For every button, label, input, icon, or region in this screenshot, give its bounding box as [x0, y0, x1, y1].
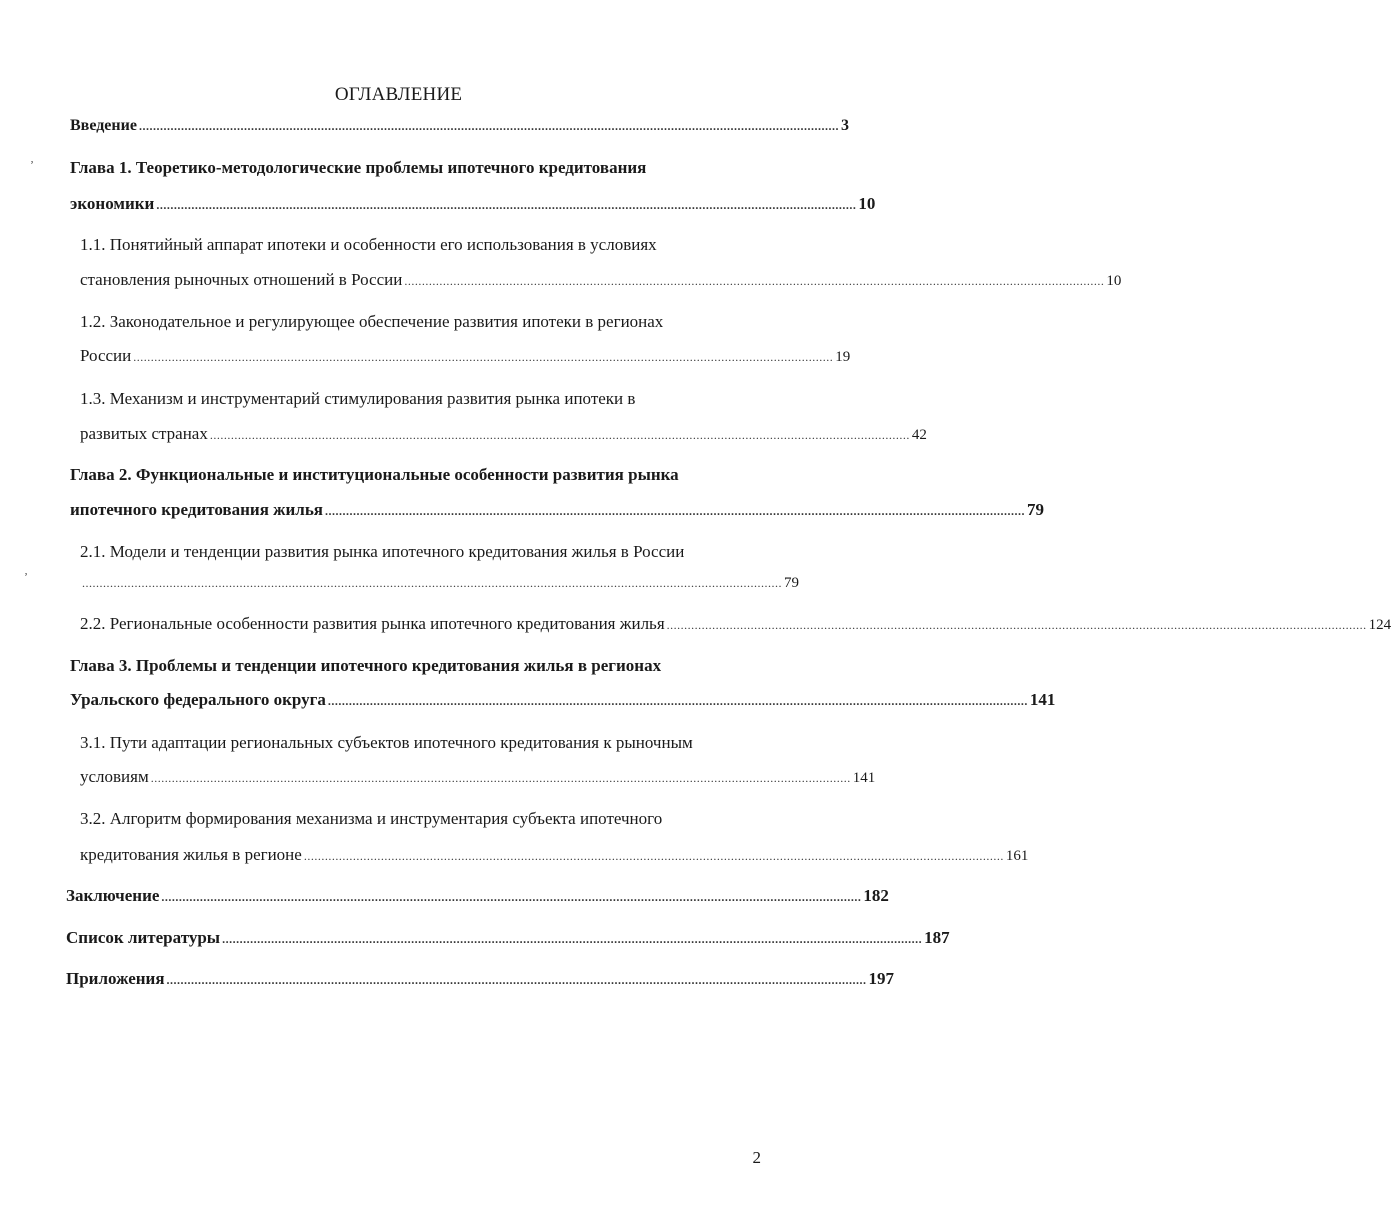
toc-page-number: 124 — [1368, 617, 1391, 633]
toc-leader-dots: ........................................................................................................................................................................................................ — [327, 694, 1028, 708]
toc-entry-1-1 — [80, 270, 1122, 290]
toc-entry-text: 2.2. Региональные особенности развития рынка ипотечного кредитования жилья — [80, 614, 665, 633]
toc-page-number: 3 — [840, 117, 849, 134]
toc-page-number: 187 — [924, 928, 950, 947]
toc-leader-dots: ........................................................................................................................................................................................................ — [303, 849, 1004, 863]
toc-leader-dots: ........................................................................................................................................................................................................ — [666, 618, 1367, 632]
toc-entry-chapter-1 — [70, 194, 876, 214]
toc-entry-introduction — [70, 117, 849, 135]
toc-page-number: 42 — [911, 427, 927, 443]
toc-leader-dots: ........................................................................................................................................................................................................ — [209, 428, 910, 442]
toc-entry-chapter-3-line-1: Глава 3. Проблемы и тенденции ипотечного кредитования жилья в регионах — [70, 656, 662, 675]
toc-entry-text: России — [80, 346, 132, 365]
page-number: 2 — [752, 1148, 761, 1167]
toc-page-number: 182 — [863, 886, 889, 905]
toc-entry-2-2 — [80, 614, 1391, 634]
toc-entry-2-1 — [80, 575, 799, 592]
toc-page-number: 10 — [1106, 273, 1122, 289]
toc-entry-text: условиям — [80, 767, 149, 786]
toc-entry-text: Заключение — [66, 886, 160, 905]
toc-leader-dots: ........................................................................................................................................................................................................ — [222, 932, 923, 946]
toc-leader-dots: ........................................................................................................................................................................................................ — [133, 350, 834, 364]
toc-leader-dots: ........................................................................................................................................................................................................ — [404, 274, 1105, 288]
toc-title: ОГЛАВЛЕНИЕ — [334, 84, 463, 105]
scan-speck: ʼ — [30, 158, 34, 172]
toc-page-number: 19 — [835, 349, 851, 365]
toc-entry-1-2 — [80, 346, 851, 366]
toc-leader-dots: ........................................................................................................................................................................................................ — [166, 973, 867, 987]
toc-entry-text: развитых странах — [80, 424, 208, 443]
toc-entry-chapter-2 — [70, 500, 1044, 520]
toc-leader-dots: ........................................................................................................................................................................................................ — [156, 198, 857, 212]
toc-page-number: 141 — [1029, 690, 1056, 709]
toc-entry-3-1-line-1: 3.1. Пути адаптации региональных субъектов ипотечного кредитования к рыночным — [80, 733, 693, 752]
toc-entry-text: кредитования жилья в регионе — [80, 845, 302, 864]
toc-entry-appendices — [66, 969, 895, 989]
toc-entry-references — [66, 928, 950, 948]
toc-entry-text: экономики — [70, 194, 155, 213]
toc-entry-text: Список литературы — [66, 928, 221, 947]
toc-entry-1-2-line-1: 1.2. Законодательное и регулирующее обеспечение развития ипотеки в регионах — [80, 312, 664, 331]
toc-entry-text: ипотечного кредитования жилья — [70, 500, 323, 519]
toc-entry-chapter-3 — [70, 690, 1056, 710]
toc-leader-dots: ........................................................................................................................................................................................................ — [325, 504, 1025, 518]
toc-leader-dots: ........................................................................................................................................................................................................ — [138, 119, 839, 133]
toc-entry-3-1 — [80, 767, 876, 787]
toc-page-number: 79 — [784, 575, 799, 591]
toc-page-number: 10 — [858, 194, 876, 213]
scan-speck: ʼ — [24, 570, 28, 584]
toc-entry-text: Введение — [70, 117, 137, 134]
toc-entry-3-2-line-1: 3.2. Алгоритм формирования механизма и инструментария субъекта ипотечного — [80, 809, 663, 828]
toc-page-number: 79 — [1027, 500, 1044, 519]
toc-entry-1-1-line-1: 1.1. Понятийный аппарат ипотеки и особенности его использования в условиях — [80, 235, 657, 254]
toc-leader-dots: ........................................................................................................................................................................................................ — [82, 576, 782, 590]
toc-page-number: 141 — [852, 770, 876, 786]
toc-leader-dots: ........................................................................................................................................................................................................ — [150, 771, 851, 785]
toc-page-number: 197 — [868, 969, 895, 988]
toc-entry-chapter-1-line-1: Глава 1. Теоретико-методологические проблемы ипотечного кредитования — [70, 158, 647, 177]
toc-entry-2-1-line-1: 2.1. Модели и тенденции развития рынка ипотечного кредитования жилья в России — [80, 542, 685, 561]
toc-page-number: 161 — [1005, 848, 1029, 864]
toc-entry-text: Уральского федерального округа — [70, 690, 326, 709]
toc-leader-dots: ........................................................................................................................................................................................................ — [161, 890, 862, 904]
toc-entry-1-3-line-1: 1.3. Механизм и инструментарий стимулирования развития рынка ипотеки в — [80, 389, 636, 408]
toc-entry-text: становления рыночных отношений в России — [80, 270, 403, 289]
toc-entry-conclusion — [66, 886, 889, 906]
toc-entry-3-2 — [80, 845, 1029, 865]
toc-entry-text: Приложения — [66, 969, 165, 988]
toc-entry-1-3 — [80, 424, 927, 444]
toc-entry-chapter-2-line-1: Глава 2. Функциональные и институциональные особенности развития рынка — [70, 465, 679, 484]
